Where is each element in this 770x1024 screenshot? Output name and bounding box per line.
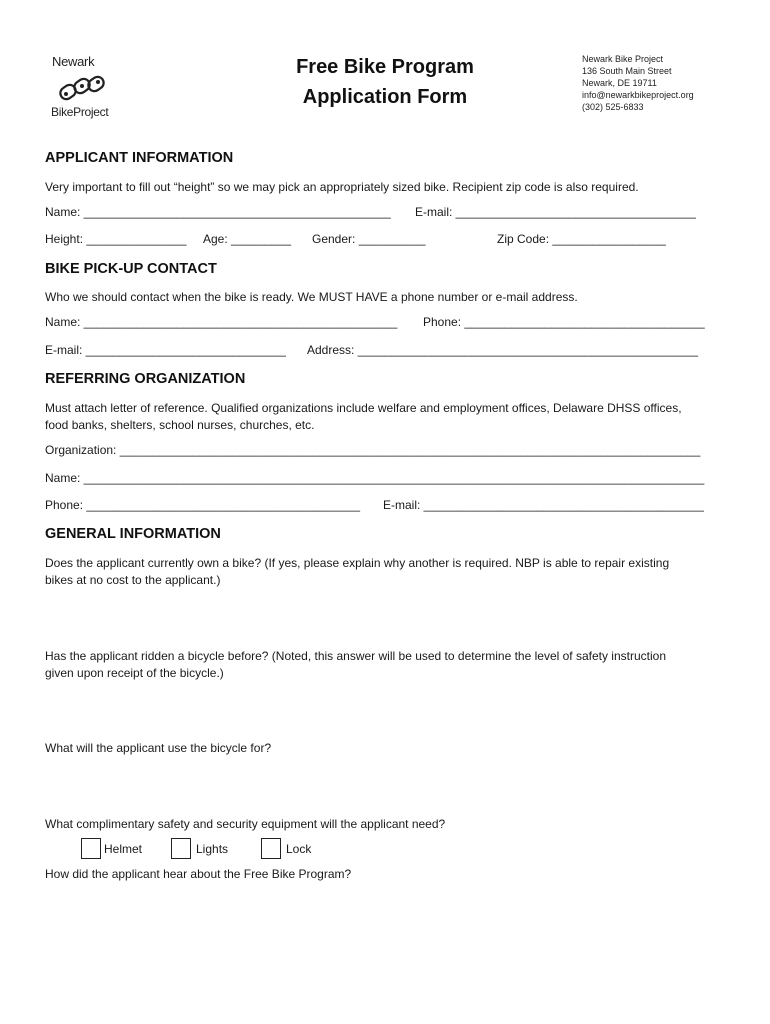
logo-text-top: Newark: [52, 54, 95, 69]
lock-checkbox[interactable]: [261, 838, 281, 859]
pickup-address-field[interactable]: Address: ___________________________________________________: [307, 343, 699, 357]
pickup-name-field[interactable]: Name: _______________________________________________: [45, 315, 398, 329]
section-heading-general: GENERAL INFORMATION: [45, 526, 221, 542]
applicant-email-field[interactable]: E-mail: ____________________________________: [415, 205, 696, 219]
section-heading-pickup: BIKE PICK-UP CONTACT: [45, 261, 217, 277]
chain-link-icon: [56, 72, 108, 104]
lock-label: Lock: [286, 842, 312, 856]
referring-note-line1: Must attach letter of reference. Qualified organizations include welfare and employment offices, Delaware DHSS offices,: [45, 401, 682, 415]
referring-email-field[interactable]: E-mail: __________________________________________: [383, 498, 704, 512]
referring-organization-field[interactable]: Organization: _______________________________________________________________________________________: [45, 443, 701, 457]
pickup-phone-field[interactable]: Phone: ____________________________________: [423, 315, 705, 329]
general-q4: What complimentary safety and security equipment will the applicant need?: [45, 817, 446, 831]
helmet-checkbox[interactable]: [81, 838, 101, 859]
referring-note-line2: food banks, shelters, school nurses, churches, etc.: [45, 418, 315, 432]
lights-checkbox[interactable]: [171, 838, 191, 859]
applicant-age-field[interactable]: Age: _________: [203, 232, 292, 246]
general-q1-line2: bikes at no cost to the applicant.): [45, 573, 221, 587]
referring-phone-field[interactable]: Phone: _________________________________________: [45, 498, 360, 512]
org-city: Newark, DE 19711: [582, 78, 657, 88]
form-title-line2: Application Form: [302, 86, 468, 108]
general-q5: How did the applicant hear about the Free Bike Program?: [45, 867, 352, 881]
general-q2-line1: Has the applicant ridden a bicycle before? (Noted, this answer will be used to determine the level of safety instruction: [45, 649, 666, 663]
applicant-height-field[interactable]: Height: _______________: [45, 232, 187, 246]
applicant-note: Very important to fill out “height” so we may pick an appropriately sized bike. Recipient zip code is also required.: [45, 180, 639, 194]
org-email: info@newarkbikeproject.org: [582, 90, 694, 100]
org-name: Newark Bike Project: [582, 54, 664, 64]
section-heading-applicant: APPLICANT INFORMATION: [45, 150, 234, 166]
helmet-label: Helmet: [104, 842, 143, 856]
pickup-email-field[interactable]: E-mail: ______________________________: [45, 343, 286, 357]
general-q1-line1: Does the applicant currently own a bike? (If yes, please explain why another is required. NBP is able to repair existing: [45, 556, 670, 570]
form-title-line1: Free Bike Program: [296, 56, 474, 78]
general-q2-line2: given upon receipt of the bicycle.): [45, 666, 224, 680]
applicant-gender-field[interactable]: Gender: __________: [312, 232, 426, 246]
org-phone: (302) 525-6833: [582, 102, 644, 112]
applicant-zip-field[interactable]: Zip Code: _________________: [497, 232, 666, 246]
general-q3: What will the applicant use the bicycle for?: [45, 741, 272, 755]
referring-name-field[interactable]: Name: _____________________________________________________________________________________________: [45, 471, 705, 485]
org-street: 136 South Main Street: [582, 66, 672, 76]
logo-text-bottom: BikeProject: [51, 105, 109, 119]
newark-bike-project-logo: [46, 50, 118, 122]
applicant-name-field[interactable]: Name: ______________________________________________: [45, 205, 391, 219]
lights-label: Lights: [196, 842, 229, 856]
pickup-note: Who we should contact when the bike is ready. We MUST HAVE a phone number or e-mail address.: [45, 290, 578, 304]
section-heading-referring: REFERRING ORGANIZATION: [45, 371, 246, 387]
